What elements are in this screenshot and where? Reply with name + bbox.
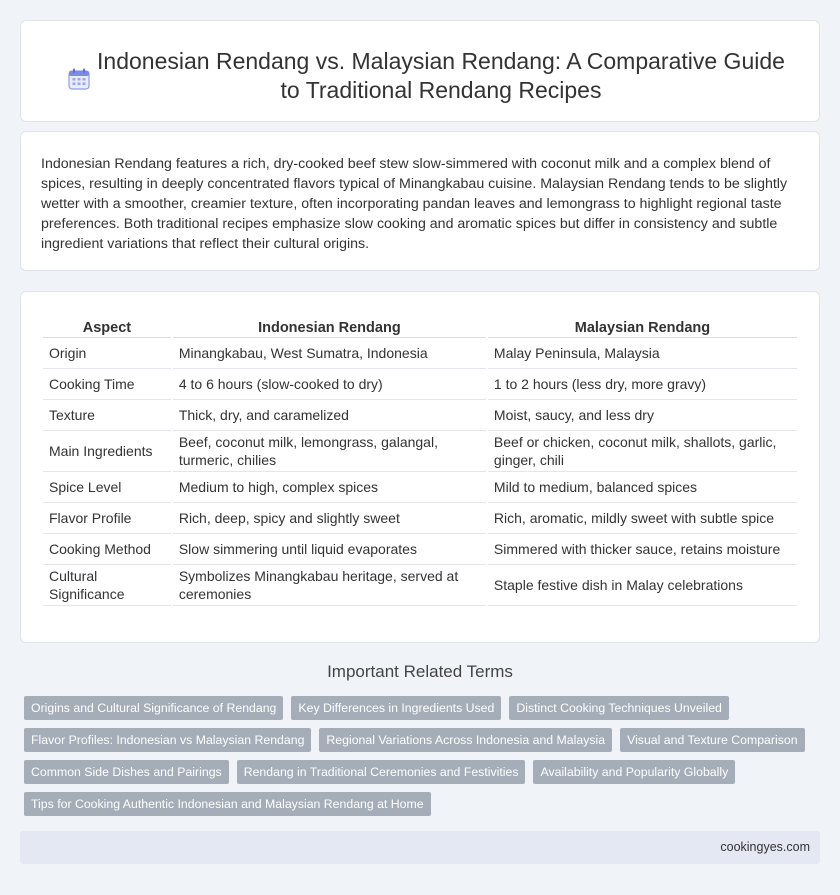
table-cell: Cooking Method [43,534,171,565]
table-cell: Symbolizes Minangkabau heritage, served at ceremonies [173,565,486,606]
table-cell: Malay Peninsula, Malaysia [488,338,797,369]
column-header: Aspect [43,316,171,338]
table-row [43,369,797,400]
table-cell: 1 to 2 hours (less dry, more gravy) [488,369,797,400]
table-row [43,400,797,431]
table-cell: Cooking Time [43,369,171,400]
column-header: Indonesian Rendang [173,316,486,338]
column-header: Malaysian Rendang [488,316,797,338]
related-term-tag[interactable]: Tips for Cooking Authentic Indonesian and Malaysian Rendang at Home [24,792,431,816]
intro-card [20,131,820,271]
related-term-tag[interactable]: Flavor Profiles: Indonesian vs Malaysian Rendang [24,728,311,752]
table-row [43,534,797,565]
table-cell: Staple festive dish in Malay celebrations [488,565,797,606]
table-cell: Origin [43,338,171,369]
page-title: Indonesian Rendang vs. Malaysian Rendang: A Comparative Guide to Traditional Rendang Recipes [97,48,785,103]
table-header-row [43,316,797,338]
related-term-tag[interactable]: Common Side Dishes and Pairings [24,760,229,784]
related-term-tag[interactable]: Availability and Popularity Globally [533,760,735,784]
table-cell: Mild to medium, balanced spices [488,472,797,503]
comparison-table [41,316,799,606]
related-term-tag[interactable]: Distinct Cooking Techniques Unveiled [509,696,729,720]
table-cell: Texture [43,400,171,431]
table-cell: Thick, dry, and caramelized [173,400,486,431]
table-cell: Main Ingredients [43,431,171,472]
related-term-tag[interactable]: Regional Variations Across Indonesia and Malaysia [319,728,612,752]
table-row [43,431,797,472]
table-cell: Slow simmering until liquid evaporates [173,534,486,565]
table-cell: Cultural Significance [43,565,171,606]
table-cell: Simmered with thicker sauce, retains moisture [488,534,797,565]
table-cell: 4 to 6 hours (slow-cooked to dry) [173,369,486,400]
table-cell: Medium to high, complex spices [173,472,486,503]
related-term-tag[interactable]: Rendang in Traditional Ceremonies and Festivities [237,760,526,784]
table-cell: Moist, saucy, and less dry [488,400,797,431]
table-cell: Minangkabau, West Sumatra, Indonesia [173,338,486,369]
table-cell: Beef, coconut milk, lemongrass, galangal, turmeric, chilies [173,431,486,472]
table-cell: Flavor Profile [43,503,171,534]
intro-paragraph: Indonesian Rendang features a rich, dry-cooked beef stew slow-simmered with coconut milk and a complex blend of spices, resulting in deeply concentrated flavors typical of Minangkabau cuisine. Malaysian Rendang tends to be slightly wetter with a smoother, creamier texture, often incorporating pandan leaves and lemongrass to highlight regional taste preferences. Both traditional recipes emphasize slow cooking and aromatic spices but differ in consistency and subtle ingredient variations that reflect their cultural origins. [41,156,788,252]
header-card [20,20,820,122]
related-term-tag[interactable]: Origins and Cultural Significance of Rendang [24,696,283,720]
table-cell: Rich, aromatic, mildly sweet with subtle spice [488,503,797,534]
table-row [43,472,797,503]
footer-site-link[interactable]: cookingyes.com [720,840,810,854]
table-cell: Rich, deep, spicy and slightly sweet [173,503,486,534]
table-cell: Beef or chicken, coconut milk, shallots, garlic, ginger, chili [488,431,797,472]
table-row [43,338,797,369]
related-terms-list [24,696,804,824]
related-term-tag[interactable]: Visual and Texture Comparison [620,728,804,752]
related-terms-title: Important Related Terms [327,662,513,681]
calendar-icon [67,67,91,91]
related-term-tag[interactable]: Key Differences in Ingredients Used [291,696,501,720]
comparison-table-card [20,291,820,643]
table-cell: Spice Level [43,472,171,503]
table-row [43,565,797,606]
table-row [43,503,797,534]
footer [20,831,820,864]
